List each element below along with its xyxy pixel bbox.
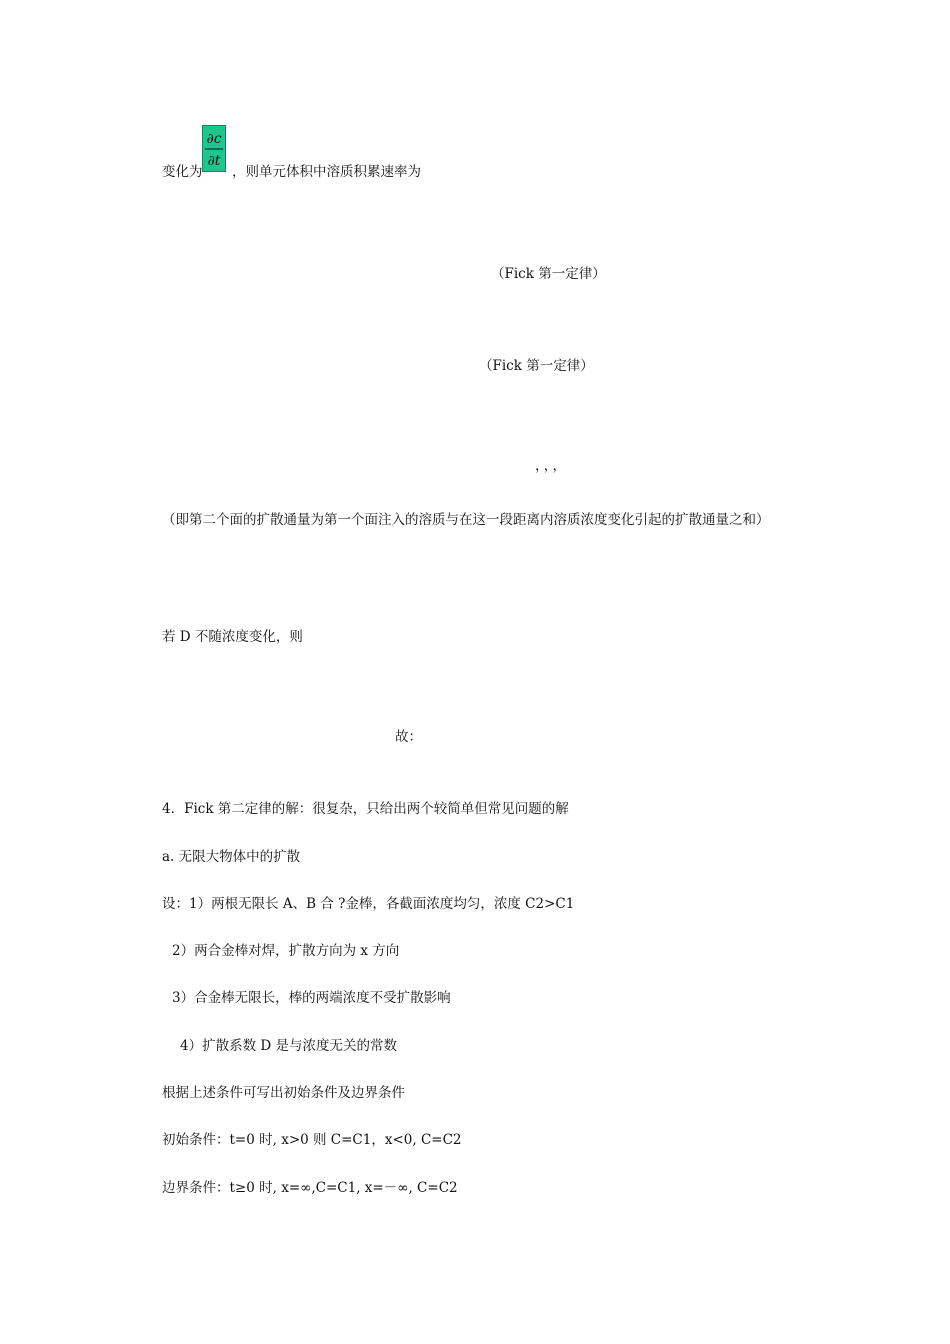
flux-note-paragraph: （即第二个面的扩散通量为第一个面注入的溶质与在这一段距离内溶质浓度变化引起的扩散通量之和） xyxy=(162,512,770,528)
therefore-text: 故： xyxy=(395,729,422,745)
assumption-1: 设：1）两根无限长 A、B 合 ?金棒，各截面浓度均匀，浓度 C2>C1 xyxy=(162,896,575,912)
case-a-heading: a. 无限大物体中的扩散 xyxy=(162,849,301,865)
fick-first-law-label-2: （Fick 第一定律） xyxy=(479,358,594,374)
initial-condition: 初始条件：t=0 时, x>0 则 C=C1，x<0, C=C2 xyxy=(162,1132,462,1148)
change-suffix-text: ，则单元体积中溶质积累速率为 xyxy=(232,164,421,180)
assumption-2: 2）两合金棒对焊，扩散方向为 x 方向 xyxy=(172,943,400,959)
boundary-condition: 边界条件：t≥0 时, x=∞,C=C1, x=－∞, C=C2 xyxy=(162,1180,458,1196)
if-d-constant-text: 若 D 不随浓度变化，则 xyxy=(162,629,303,645)
fick-first-law-label-1: （Fick 第一定律） xyxy=(491,266,606,282)
formula-denominator: ∂t xyxy=(207,153,221,169)
change-prefix-text: 变化为 xyxy=(162,164,203,180)
commas-text: ，，， xyxy=(535,458,568,474)
assumption-4: 4）扩散系数 D 是与浓度无关的常数 xyxy=(180,1038,397,1054)
section-4-heading: 4．Fick 第二定律的解：很复杂，只给出两个较简单但常见问题的解 xyxy=(162,801,569,817)
assumption-3: 3）合金棒无限长，棒的两端浓度不受扩散影响 xyxy=(172,990,451,1006)
conditions-intro: 根据上述条件可写出初始条件及边界条件 xyxy=(162,1085,405,1101)
partial-derivative-formula-image xyxy=(202,125,226,172)
formula-numerator: ∂c xyxy=(206,131,222,147)
